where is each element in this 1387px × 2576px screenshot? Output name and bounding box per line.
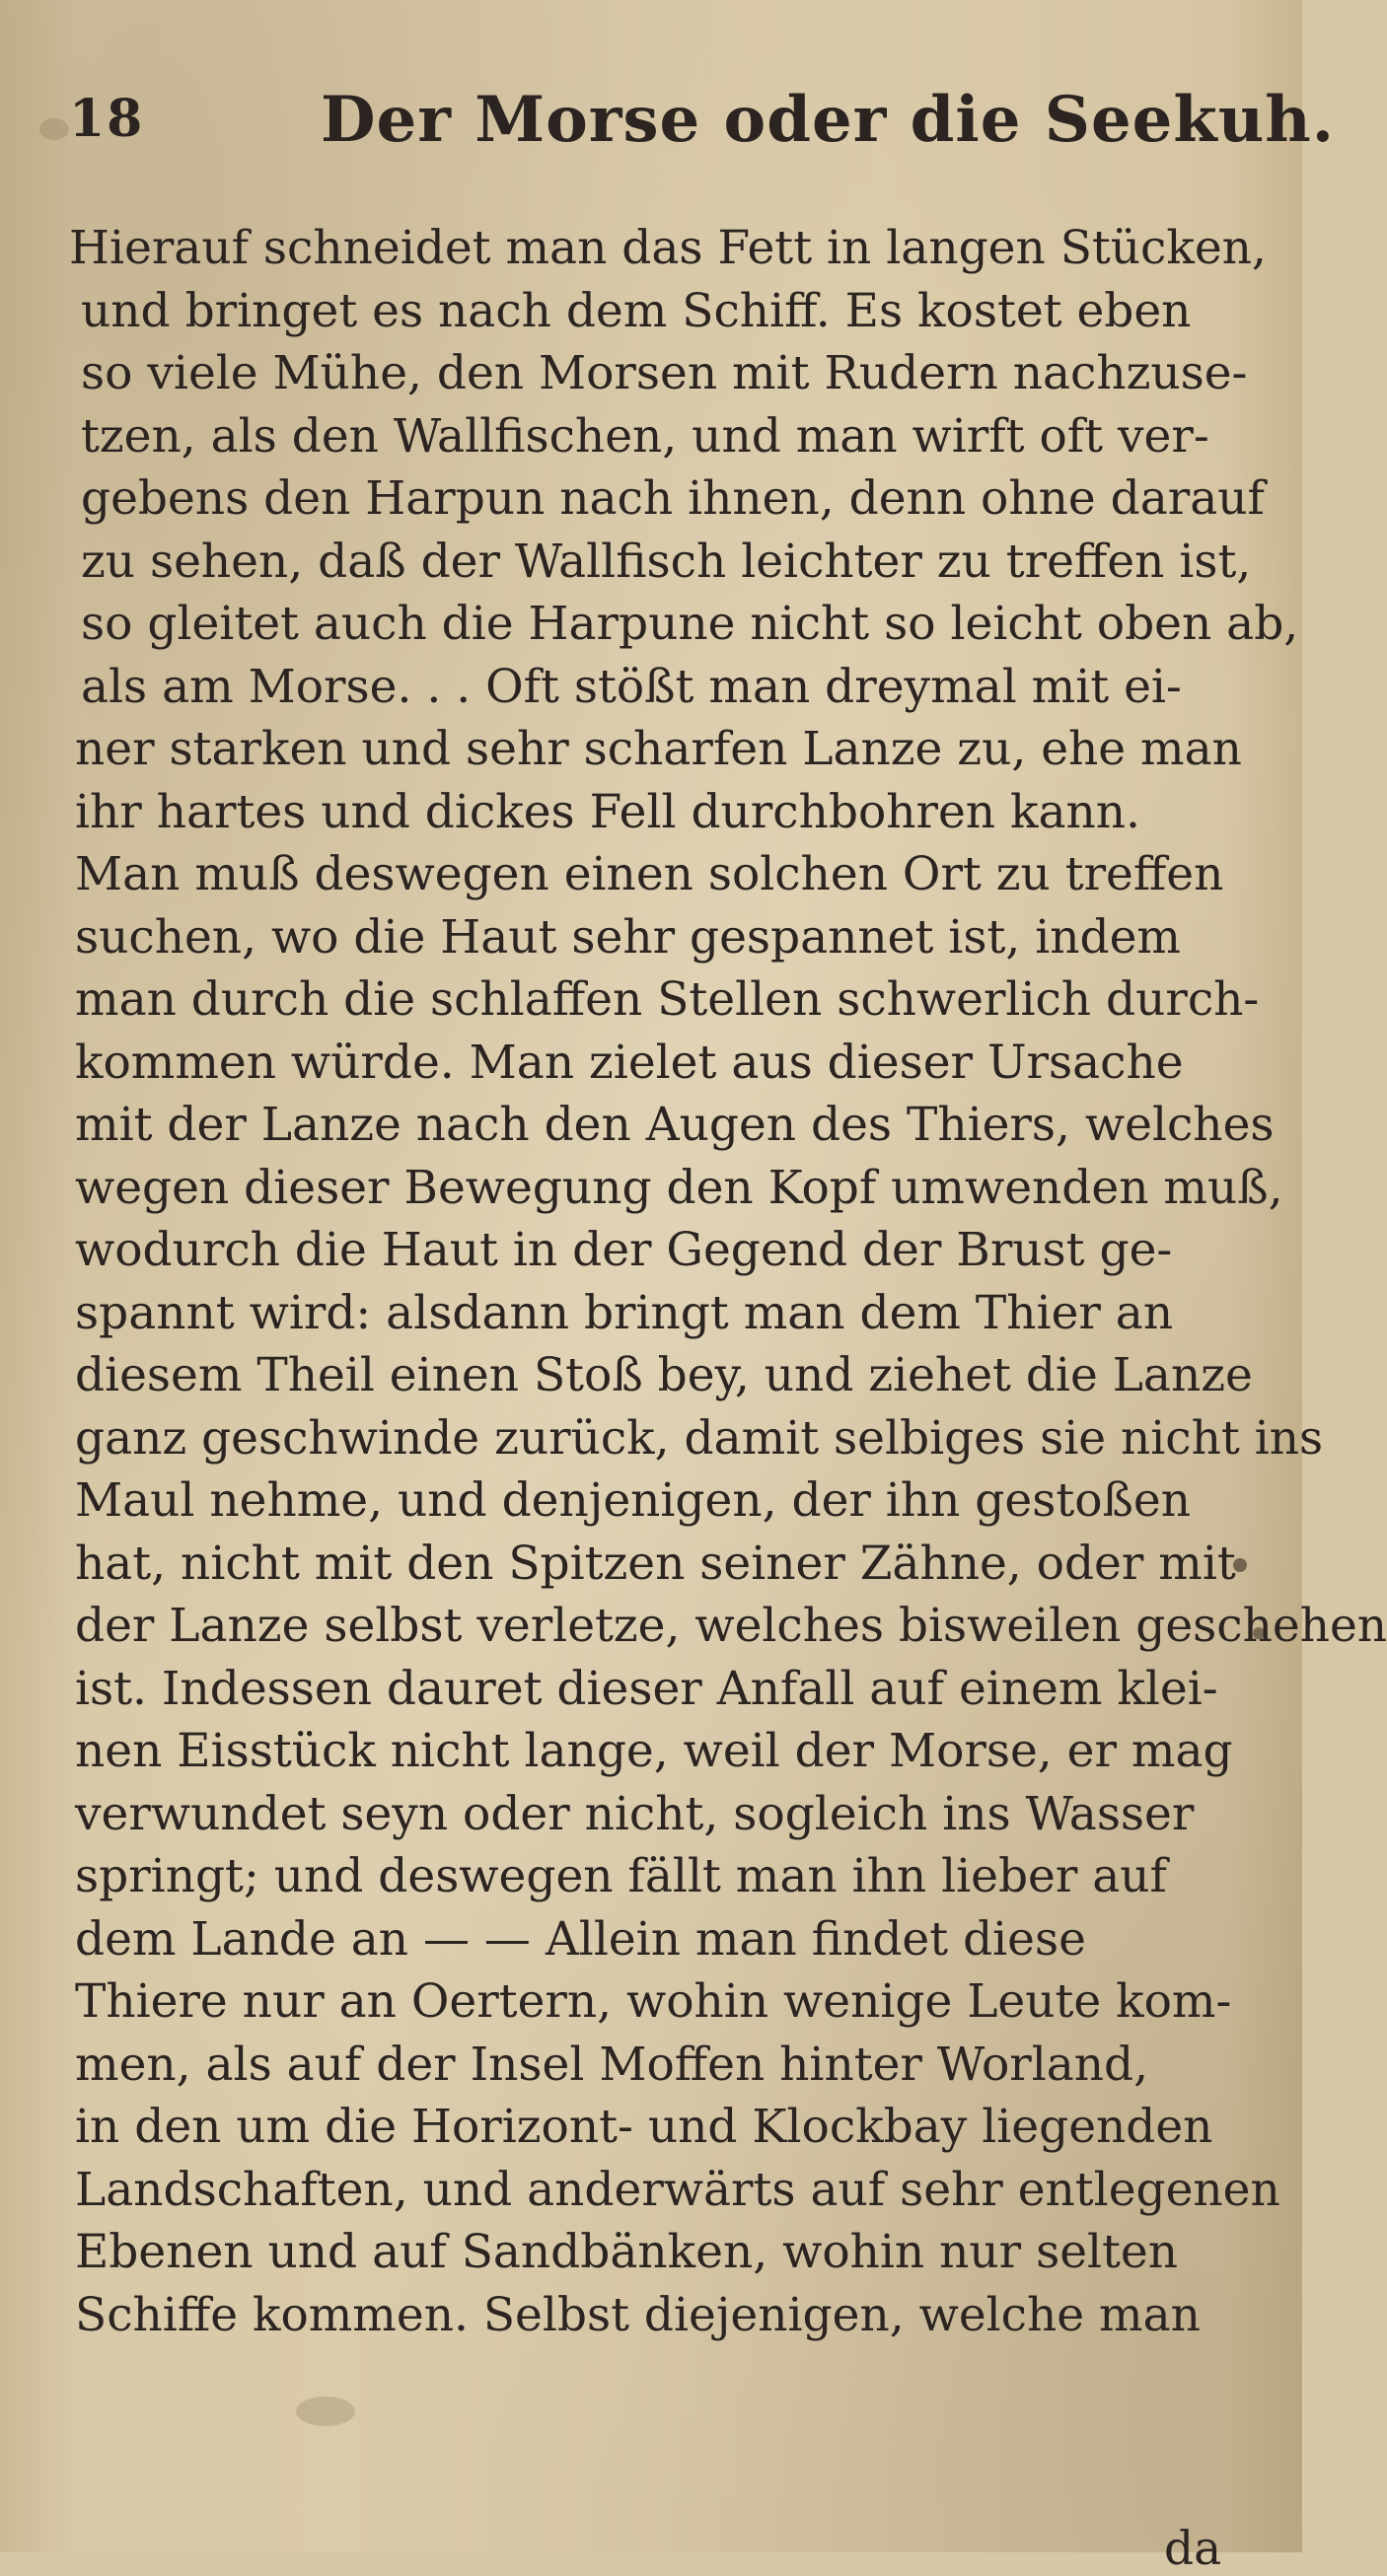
text-line: Maul nehme, und denjenigen, der ihn gestoßen <box>75 1473 1191 1528</box>
text-line: der Lanze selbst verletze, welches bisweilen geschehen <box>75 1599 1387 1653</box>
text-line: springt; und deswegen fällt man ihn lieber auf <box>75 1849 1167 1903</box>
text-line: man durch die schlaffen Stellen schwerlich durch- <box>75 972 1260 1027</box>
text-line: Landschaften, und anderwärts auf sehr entlegenen <box>75 2162 1280 2217</box>
text-line: dem Lande an — — Allein man findet diese <box>75 1911 1086 1967</box>
text-line: hat, nicht mit den Spitzen seiner Zähne, oder mit <box>75 1536 1236 1591</box>
text-line: nen Eisstück nicht lange, weil der Morse, er mag <box>75 1724 1233 1778</box>
text-line: gebens den Harpun nach ihnen, denn ohne darauf <box>81 471 1265 526</box>
catchword: da <box>1164 2522 1222 2576</box>
text-line: ganz geschwinde zurück, damit selbiges sie nicht ins <box>75 1410 1324 1466</box>
text-line: Man muß deswegen einen solchen Ort zu treffen <box>75 847 1224 901</box>
body-text <box>69 217 1387 2346</box>
text-line: ner starken und sehr scharfen Lanze zu, ehe man <box>75 722 1242 776</box>
text-line: men, als auf der Insel Moffen hinter Worland, <box>75 2037 1149 2092</box>
text-line: diesem Theil einen Stoß bey, und ziehet die Lanze <box>75 1348 1253 1402</box>
text-line: zu sehen, daß der Wallfisch leichter zu treffen ist, <box>81 534 1252 589</box>
text-line: kommen würde. Man zielet aus dieser Ursache <box>75 1035 1184 1090</box>
text-line: Thiere nur an Oertern, wohin wenige Leute kom- <box>75 1974 1232 2029</box>
text-line: so gleitet auch die Harpune nicht so leicht oben ab, <box>81 597 1299 651</box>
paper-stain <box>296 2397 355 2426</box>
text-line: Hierauf schneidet man das Fett in langen Stücken, <box>69 221 1267 275</box>
text-line: Ebenen und auf Sandbänken, wohin nur selten <box>75 2225 1179 2279</box>
text-line: so viele Mühe, den Morsen mit Rudern nachzuse- <box>81 346 1248 400</box>
text-line: und bringet es nach dem Schiff. Es kostet eben <box>81 283 1192 338</box>
page-number: 18 <box>69 89 145 149</box>
text-line: suchen, wo die Haut sehr gespannet ist, indem <box>75 909 1182 965</box>
text-line: in den um die Horizont- und Klockbay liegenden <box>75 2100 1213 2154</box>
text-line: spannt wird: alsdann bringt man dem Thier an <box>75 1285 1174 1340</box>
text-line: ihr hartes und dickes Fell durchbohren kann. <box>75 784 1140 839</box>
running-head <box>59 79 1336 168</box>
text-line: ist. Indessen dauret dieser Anfall auf einem klei- <box>75 1661 1218 1716</box>
page-title: Der Morse oder die Seekuh. <box>321 83 1336 157</box>
text-line: tzen, als den Wallfischen, und man wirft oft ver- <box>81 408 1209 464</box>
text-line: als am Morse. . . Oft stößt man dreymal mit ei- <box>81 659 1182 714</box>
text-line: verwundet seyn oder nicht, sogleich ins Wasser <box>75 1786 1195 1841</box>
text-line: Schiffe kommen. Selbst diejenigen, welche man <box>75 2287 1201 2342</box>
text-line: wodurch die Haut in der Gegend der Brust ge- <box>75 1223 1173 1277</box>
text-line: wegen dieser Bewegung den Kopf umwenden muß, <box>75 1160 1283 1215</box>
text-line: mit der Lanze nach den Augen des Thiers, welches <box>75 1098 1275 1152</box>
